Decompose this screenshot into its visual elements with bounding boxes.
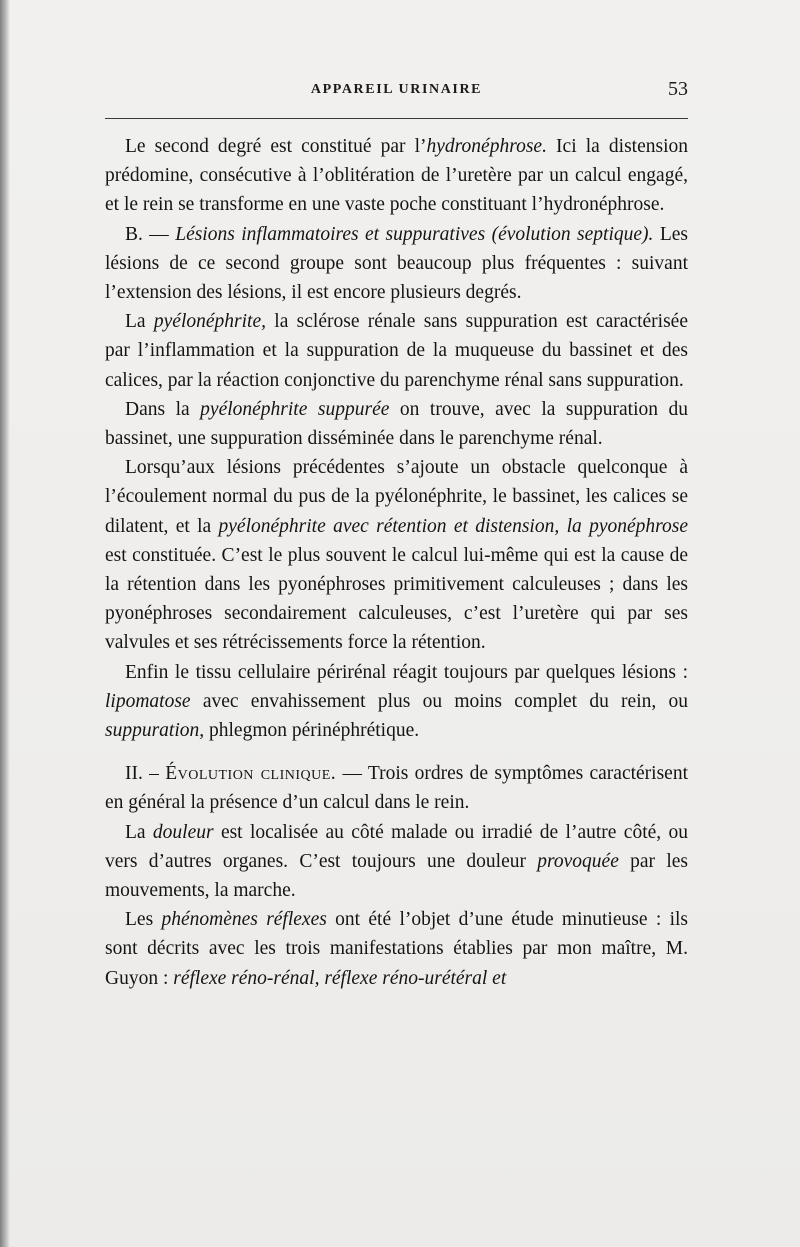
paragraph-pyelonephrite-suppuree: Dans la pyélonéphrite suppurée on trouve, avec la suppuration du bassinet, une suppuration disséminée dans le parenchyme rénal. <box>105 398 688 450</box>
page-header <box>105 78 688 100</box>
paragraph-lesions-inflammatoires: B. — Lésions inflammatoires et suppuratives (évolution septique). Les lésions de ce second groupe sont beaucoup plus fréquentes : suivant l’extension des lésions, il est encore plusieurs degrés. <box>105 223 688 304</box>
running-title: APPAREIL URINAIRE <box>310 82 483 97</box>
header-rule <box>105 118 688 119</box>
paragraph-douleur: La douleur est localisée au côté malade ou irradié de l’autre côté, ou vers d’autres organes. C’est toujours une douleur provoquée par les mouvements, la marche. <box>105 821 688 902</box>
page-number: 53 <box>668 78 688 100</box>
paragraph-pyelonephrite: La pyélonéphrite, la sclérose rénale sans suppuration est caractérisée par l’inflammation et la suppuration de la muqueuse du bassinet et des calices, par la réaction conjonctive du parenchyme rénal sans suppuration. <box>105 311 688 391</box>
paragraph-phenomenes-reflexes: Les phénomènes réflexes ont été l’objet d’une étude minutieuse : ils sont décrits avec les trois manifestations établies par mon maître, M. Guyon : réflexe réno-rénal, réflexe réno-urétéral et <box>105 909 688 989</box>
section-heading: Évolution clinique. <box>165 763 337 785</box>
paragraph-tissu-perirenal: Enfin le tissu cellulaire périrénal réagit toujours par quelques lésions : lipomatose avec envahissement plus ou moins complet du rein, ou suppuration, phlegmon périnéphrétique. <box>105 661 688 742</box>
paragraph-pyonephrose: Lorsqu’aux lésions précédentes s’ajoute un obstacle quelconque à l’écoulement normal du pus de la pyélonéphrite, le bassinet, les calices se dilatent, et la pyélonéphrite avec rétention et distension, la pyonéphrose est constituée. C’est le plus souvent le calcul lui-même qui est la cause de la rétention dans les pyonéphroses primitivement calculeuses ; dans les pyonéphroses secondairement calculeuses, c’est l’uretère qui par ses valvules et ses rétrécissements force la rétention. <box>105 457 688 654</box>
body-text <box>105 132 688 993</box>
paragraph-hydronephrose: Le second degré est constitué par l’hydronéphrose. Ici la distension prédomine, consécutive à l’oblitération de l’uretère par un calcul engagé, et le rein se transforme en une vaste poche constituant l’hydronéphrose. <box>105 136 688 216</box>
paragraph-evolution-clinique: II. – Évolution clinique. — Trois ordres de symptômes caractérisent en général la présence d’un calcul dans le rein. <box>105 763 689 814</box>
